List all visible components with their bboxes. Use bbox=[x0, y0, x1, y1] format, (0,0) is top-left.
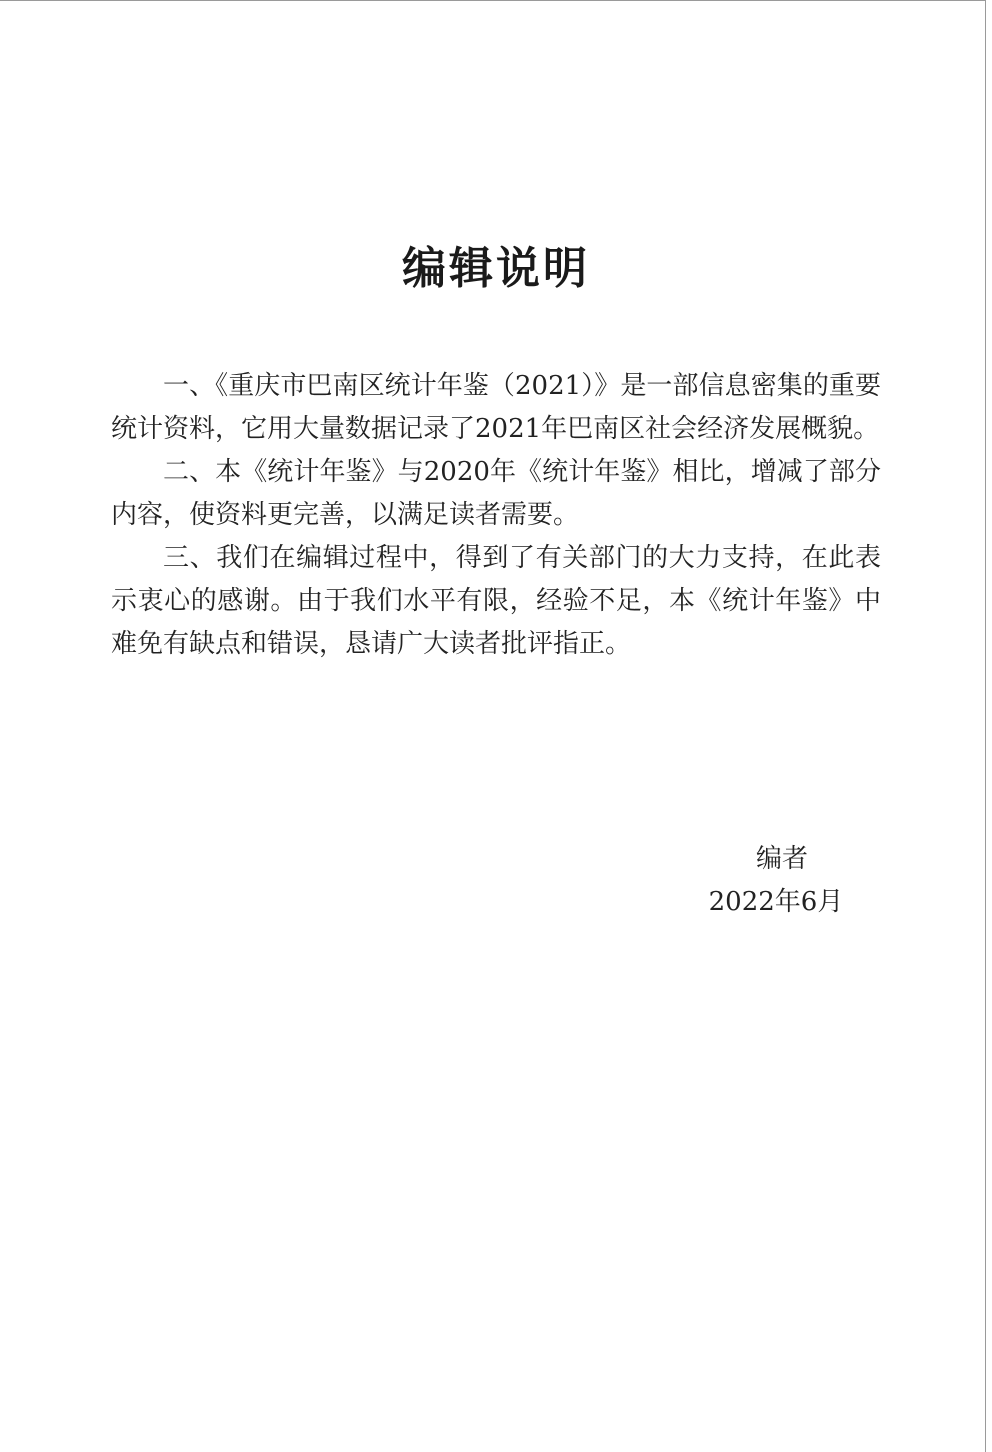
document-body bbox=[111, 365, 881, 666]
paragraph-1: 一、《重庆市巴南区统计年鉴（2021）》是一部信息密集的重要统计资料，它用大量数据记录了2021年巴南区社会经济发展概貌。 bbox=[111, 371, 881, 444]
signature-editor: 编者 bbox=[755, 844, 808, 874]
paragraph-2: 二、本《统计年鉴》与2020年《统计年鉴》相比，增减了部分内容，使资料更完善，以满足读者需要。 bbox=[111, 457, 881, 530]
signature-date: 2022年6月 bbox=[708, 887, 844, 917]
page-title: 编辑说明 bbox=[402, 243, 590, 294]
paragraph-3: 三、我们在编辑过程中，得到了有关部门的大力支持，在此表示衷心的感谢。由于我们水平有限，经验不足，本《统计年鉴》中难免有缺点和错误，恳请广大读者批评指正。 bbox=[111, 543, 881, 659]
